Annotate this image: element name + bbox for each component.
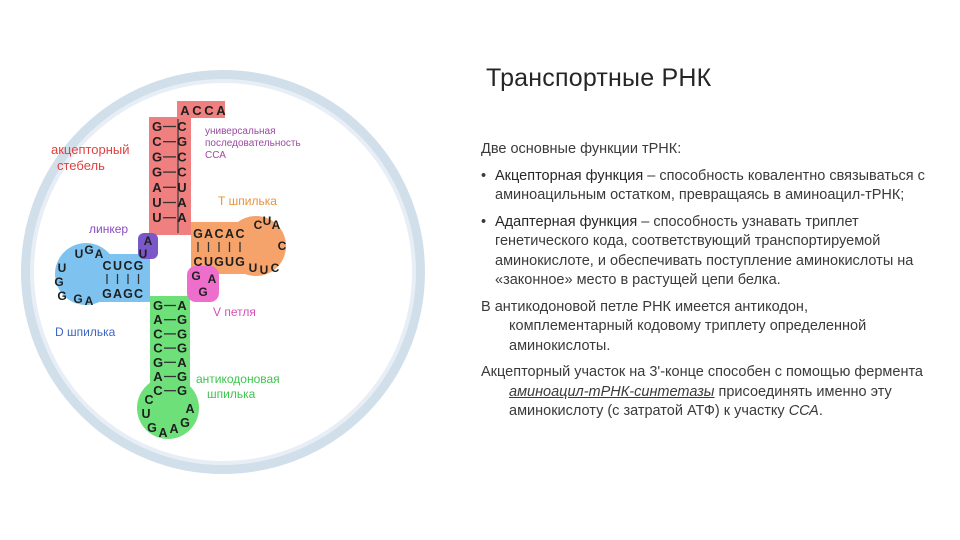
nucleotide-anticodon-right: G (176, 312, 188, 328)
nucleotide-acca: A (216, 103, 226, 118)
nucleotide-t-top: A (203, 227, 214, 241)
label-anticodon-line2: шпилька (207, 387, 256, 401)
nucleotide-acceptor-left: G (151, 164, 163, 180)
nucleotide-anticodon-left: A (153, 312, 163, 328)
nucleotide-t-loop: A (271, 218, 281, 232)
nucleotide-acceptor-left: G (151, 119, 163, 134)
nucleotide-anticodon-loop: C (144, 393, 154, 407)
nucleotide-v-loop: G (198, 285, 208, 299)
nucleotide-anticodon-left: A (153, 369, 163, 384)
label-acceptor-stem-line1: акцепторный (51, 142, 130, 157)
nucleotide-anticodon-loop: A (158, 426, 168, 440)
nucleotide-d-loop: G (54, 275, 64, 289)
bullet-acceptor-function (481, 167, 926, 206)
nucleotide-acceptor-right: A (177, 195, 187, 210)
nucleotide-t-bottom: C (193, 255, 203, 269)
nucleotide-anticodon-right: A (177, 298, 187, 313)
nucleotide-anticodon-loop: A (185, 402, 195, 416)
nucleotide-acceptor-left: U (152, 210, 162, 226)
nucleotide-acceptor-right: G (176, 134, 188, 150)
anticodon-paragraph: В антикодоновой петле РНК имеется антикодон, комплементарный кодовому триплету определенной аминокислоты. (481, 298, 867, 354)
nucleotide-acceptor-left: A (152, 179, 162, 195)
bullet-text: – способность ковалентно связываться с аминоацильным остатком, превращаясь в аминоацил-тРНК; (495, 167, 925, 203)
bullet-adapter-function (481, 213, 926, 291)
nucleotide-acca: A (180, 103, 190, 118)
nucleotide-anticodon-left: C (153, 383, 163, 399)
label-v-loop: V петля (213, 305, 256, 319)
intro-paragraph: Две основные функции тРНК: (481, 141, 682, 157)
nucleotide-acceptor-right: C (177, 119, 187, 134)
acceptor-text-part2: присоединять именно эту аминокислоту (с затратой АТФ) к участку (509, 383, 892, 419)
term-adapter-function: Адаптерная функция (495, 213, 638, 230)
nucleotide-t-top: C (235, 227, 245, 241)
slide-title: Транспортные РНК (486, 64, 712, 92)
nucleotide-d-loop: A (84, 294, 94, 308)
label-linker: линкер (89, 222, 129, 236)
nucleotide-anticodon-right: G (176, 369, 188, 384)
nucleotide-acca: C (204, 103, 214, 118)
nucleotide-d-bottom: G (123, 287, 133, 301)
nucleotide-t-bottom: G (214, 255, 224, 269)
label-universal-line1: универсальная (205, 126, 276, 137)
nucleotide-d-top: G (133, 259, 144, 273)
label-anticodon-line1: антикодоновая (196, 372, 280, 386)
enzyme-name: аминоацил-тРНК-синтетазы (509, 383, 715, 400)
nucleotide-acceptor-right: U (177, 179, 187, 195)
label-universal-line3: ССА (205, 150, 226, 161)
nucleotide-d-top: C (123, 259, 133, 273)
nucleotide-t-top: A (224, 227, 235, 241)
nucleotide-acceptor-left: U (152, 195, 162, 210)
nucleotide-d-loop: A (94, 247, 104, 261)
nucleotide-acceptor-right: C (177, 164, 187, 180)
acceptor-site-paragraph (481, 363, 926, 422)
label-universal-line2: последовательность (205, 138, 301, 149)
nucleotide-d-bottom: C (133, 287, 144, 301)
nucleotide-d-loop: G (57, 289, 67, 303)
bullet-text: – способность узнавать триплет генетического кода, соответствующий транспортируемой аминокислоте, и обеспечивать поступление аминокислоты на «законное» место в растущей цепи белка. (495, 213, 914, 288)
nucleotide-anticodon-left: G (152, 354, 164, 370)
nucleotide-t-loop: C (253, 218, 263, 232)
nucleotide-t-top: G (193, 227, 203, 241)
nucleotide-anticodon-loop: G (147, 421, 157, 435)
nucleotide-anticodon-left: C (153, 326, 163, 342)
nucleotide-d-loop: U (74, 247, 84, 261)
bullet-marker: • (481, 213, 487, 230)
nucleotide-anticodon-loop: A (169, 422, 179, 436)
nucleotide-anticodon-left: G (152, 298, 164, 313)
label-t-loop: Т шпилька (218, 194, 277, 208)
nucleotide-d-loop: G (84, 243, 94, 257)
nucleotide-acceptor-right: A (177, 210, 187, 226)
nucleotide-acceptor-left: G (151, 149, 163, 165)
nucleotide-anticodon-right: G (176, 326, 188, 342)
content-textbox (481, 140, 926, 429)
nucleotide-anticodon-left: C (153, 340, 163, 356)
nucleotide-acceptor-right: C (177, 149, 187, 165)
nucleotide-linker: U (138, 247, 148, 261)
nucleotide-v-loop: A (207, 272, 217, 286)
nucleotide-d-loop: U (57, 261, 67, 275)
nucleotide-t-bottom: U (203, 255, 214, 269)
nucleotide-t-loop: U (248, 261, 258, 275)
acceptor-text-end: . (818, 403, 823, 419)
nucleotide-t-bottom: U (224, 255, 235, 269)
nucleotide-t-loop: U (262, 214, 272, 228)
nucleotide-d-bottom: G (102, 287, 112, 301)
nucleotide-acceptor-left: C (152, 134, 162, 150)
nucleotide-d-top: U (112, 259, 123, 273)
term-acceptor-function: Акцепторная функция (495, 167, 644, 184)
nucleotide-anticodon-loop: G (180, 416, 190, 430)
nucleotide-t-loop: C (277, 239, 287, 253)
label-d-loop: D шпилька (55, 325, 116, 339)
nucleotide-anticodon-right: G (176, 340, 188, 356)
acceptor-text-part1: Акцепторный участок на 3'-конце способен с помощью фермента (481, 364, 923, 380)
label-acceptor-stem-line2: стебель (57, 158, 105, 173)
nucleotide-anticodon-loop: U (141, 407, 151, 421)
nucleotide-anticodon-right: G (176, 383, 188, 399)
nucleotide-t-loop: U (259, 263, 269, 277)
nucleotide-d-bottom: A (112, 287, 123, 301)
bullet-marker: • (481, 167, 487, 184)
nucleotide-t-top: C (214, 227, 224, 241)
nucleotide-linker: A (143, 234, 153, 248)
nucleotide-t-bottom: G (235, 255, 245, 269)
nucleotide-acca: C (192, 103, 202, 118)
nucleotide-t-loop: C (270, 261, 280, 275)
nucleotide-v-loop: G (191, 269, 201, 283)
nucleotide-d-loop: G (73, 292, 83, 306)
nucleotide-d-top: C (102, 259, 112, 273)
site-name: ССА (788, 403, 819, 419)
nucleotide-anticodon-right: A (177, 354, 187, 370)
